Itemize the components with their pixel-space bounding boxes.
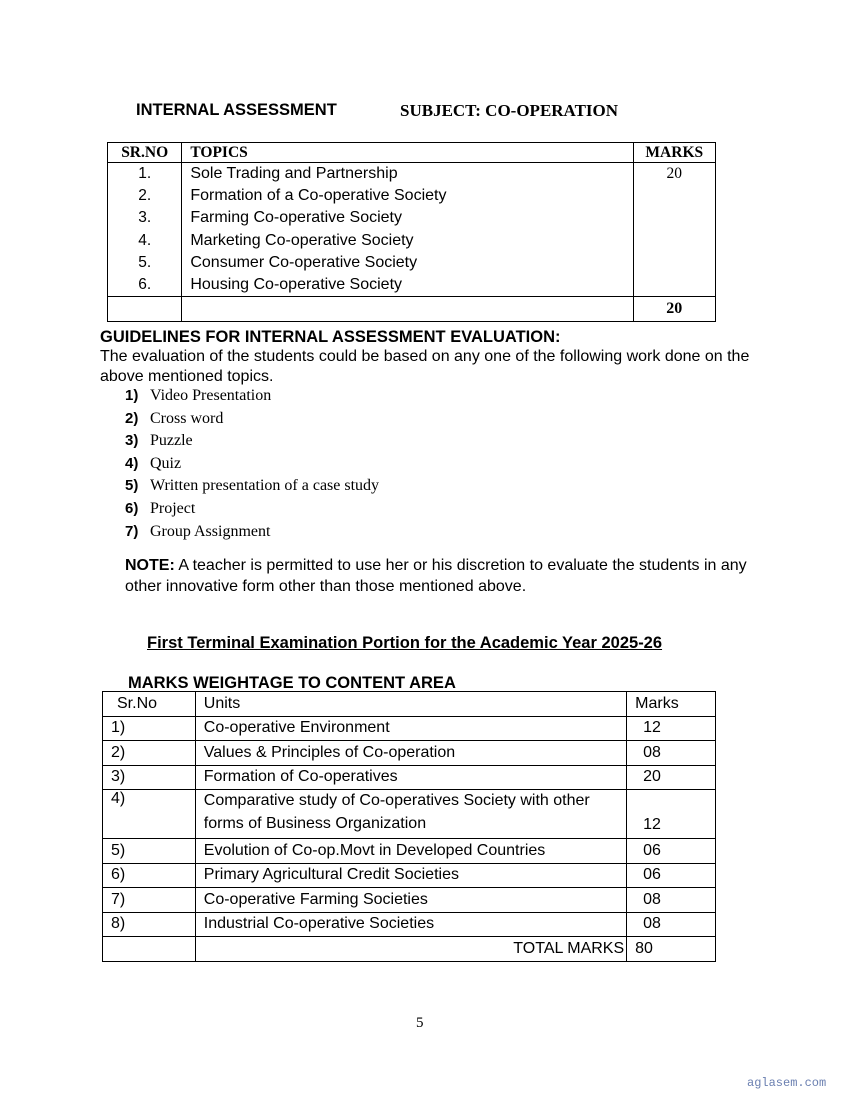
table-row xyxy=(103,863,716,888)
list-item xyxy=(125,453,379,476)
list-text: Cross word xyxy=(150,409,224,427)
marks-weightage-table xyxy=(102,691,716,962)
page-number: 5 xyxy=(416,1015,424,1031)
note-text: A teacher is permitted to use her or his discretion to evaluate the students in any other innovative form other than those mentioned above. xyxy=(125,557,747,595)
exam-portion-title: First Terminal Examination Portion for the Academic Year 2025-26 xyxy=(147,634,663,652)
internal-assessment-table xyxy=(107,142,716,322)
unit-cell: Co-operative Farming Societies xyxy=(195,888,626,913)
srno-cell: 3. xyxy=(138,209,152,227)
srno-cell: 6. xyxy=(138,275,152,293)
topic-cell: Consumer Co-operative Society xyxy=(190,253,418,271)
evaluation-methods-list xyxy=(125,385,379,543)
table-row xyxy=(103,741,716,766)
srno-cell: 1. xyxy=(138,165,152,182)
unit-cell: Primary Agricultural Credit Societies xyxy=(195,863,626,888)
list-number: 1) xyxy=(125,387,139,404)
marks-cell: 08 xyxy=(627,888,716,913)
table-row xyxy=(103,790,716,839)
list-text: Project xyxy=(150,499,196,517)
table-header-row xyxy=(108,143,716,163)
list-text: Video Presentation xyxy=(150,387,272,404)
table-row xyxy=(103,839,716,864)
marks-cell: 12 xyxy=(627,790,716,839)
srno-cell: 4) xyxy=(103,790,196,839)
total-marks-value: 20 xyxy=(633,297,715,322)
topic-cell: Sole Trading and Partnership xyxy=(190,165,398,182)
header-topics: TOPICS xyxy=(182,143,633,163)
list-number: 6) xyxy=(125,499,139,517)
srno-cell: 7) xyxy=(103,888,196,913)
marks-cell: 06 xyxy=(627,863,716,888)
marks-column xyxy=(633,163,715,297)
list-text: Group Assignment xyxy=(150,522,271,540)
srno-cell: 2) xyxy=(103,741,196,766)
list-item xyxy=(125,475,379,498)
marks-cell: 08 xyxy=(627,741,716,766)
topic-cell: Housing Co-operative Society xyxy=(190,275,403,293)
header-marks: MARKS xyxy=(633,143,715,163)
table-row xyxy=(103,888,716,913)
list-item xyxy=(125,385,379,408)
total-row xyxy=(108,297,716,322)
list-number: 4) xyxy=(125,454,139,472)
note-paragraph xyxy=(125,556,765,597)
list-number: 2) xyxy=(125,409,139,427)
table-row xyxy=(103,765,716,790)
marks-cell: 06 xyxy=(627,839,716,864)
unit-cell: Industrial Co-operative Societies xyxy=(195,912,626,937)
srno-cell: 5. xyxy=(138,253,152,271)
header-units: Units xyxy=(195,692,626,717)
list-number: 7) xyxy=(125,522,139,540)
note-label: NOTE: xyxy=(125,557,175,574)
guidelines-title: GUIDELINES FOR INTERNAL ASSESSMENT EVALUATION: xyxy=(100,328,561,346)
table-row xyxy=(103,716,716,741)
list-text: Written presentation of a case study xyxy=(150,477,380,495)
srno-cell: 4. xyxy=(138,231,152,249)
header-marks: Marks xyxy=(627,692,716,717)
list-item xyxy=(125,521,379,544)
list-number: 5) xyxy=(125,477,139,495)
marks-cell: 08 xyxy=(627,912,716,937)
unit-cell: Comparative study of Co-operatives Society with other forms of Business Organization xyxy=(195,790,626,839)
unit-cell: Values & Principles of Co-operation xyxy=(195,741,626,766)
internal-assessment-heading: INTERNAL ASSESSMENT xyxy=(136,101,337,119)
header-srno: SR.NO xyxy=(108,143,182,163)
list-number: 3) xyxy=(125,432,139,450)
marks-cell: 12 xyxy=(627,716,716,741)
srno-cell: 3) xyxy=(103,765,196,790)
weightage-title: MARKS WEIGHTAGE TO CONTENT AREA xyxy=(128,674,456,692)
topic-cell: Formation of a Co-operative Society xyxy=(190,187,447,205)
table-row xyxy=(103,912,716,937)
total-empty-cell xyxy=(108,297,182,322)
unit-cell: Evolution of Co-op.Movt in Developed Countries xyxy=(195,839,626,864)
list-item xyxy=(125,498,379,521)
list-item xyxy=(125,430,379,453)
srno-cell: 8) xyxy=(103,912,196,937)
topics-row xyxy=(108,163,716,297)
total-row xyxy=(103,937,716,962)
topics-column xyxy=(182,163,633,297)
unit-cell: Formation of Co-operatives xyxy=(195,765,626,790)
marks-value: 20 xyxy=(666,165,683,182)
unit-cell: Co-operative Environment xyxy=(195,716,626,741)
total-empty-cell xyxy=(103,937,196,962)
srno-cell: 2. xyxy=(138,187,152,205)
srno-cell: 1) xyxy=(103,716,196,741)
watermark: aglasem.com xyxy=(747,1076,827,1090)
total-empty-cell xyxy=(182,297,633,322)
marks-cell: 20 xyxy=(627,765,716,790)
subject-heading: SUBJECT: CO-OPERATION xyxy=(400,101,619,120)
table-header-row xyxy=(103,692,716,717)
total-marks-label: TOTAL MARKS xyxy=(195,937,626,962)
total-marks-value: 80 xyxy=(627,937,716,962)
list-text: Puzzle xyxy=(150,432,193,450)
list-item xyxy=(125,408,379,431)
srno-column xyxy=(108,163,182,297)
srno-cell: 6) xyxy=(103,863,196,888)
header-srno: Sr.No xyxy=(103,692,196,717)
guidelines-intro: The evaluation of the students could be based on any one of the following work done on the above mentioned topics. xyxy=(100,348,750,385)
srno-cell: 5) xyxy=(103,839,196,864)
topic-cell: Marketing Co-operative Society xyxy=(190,231,414,249)
list-text: Quiz xyxy=(150,454,182,472)
topic-cell: Farming Co-operative Society xyxy=(190,209,402,227)
